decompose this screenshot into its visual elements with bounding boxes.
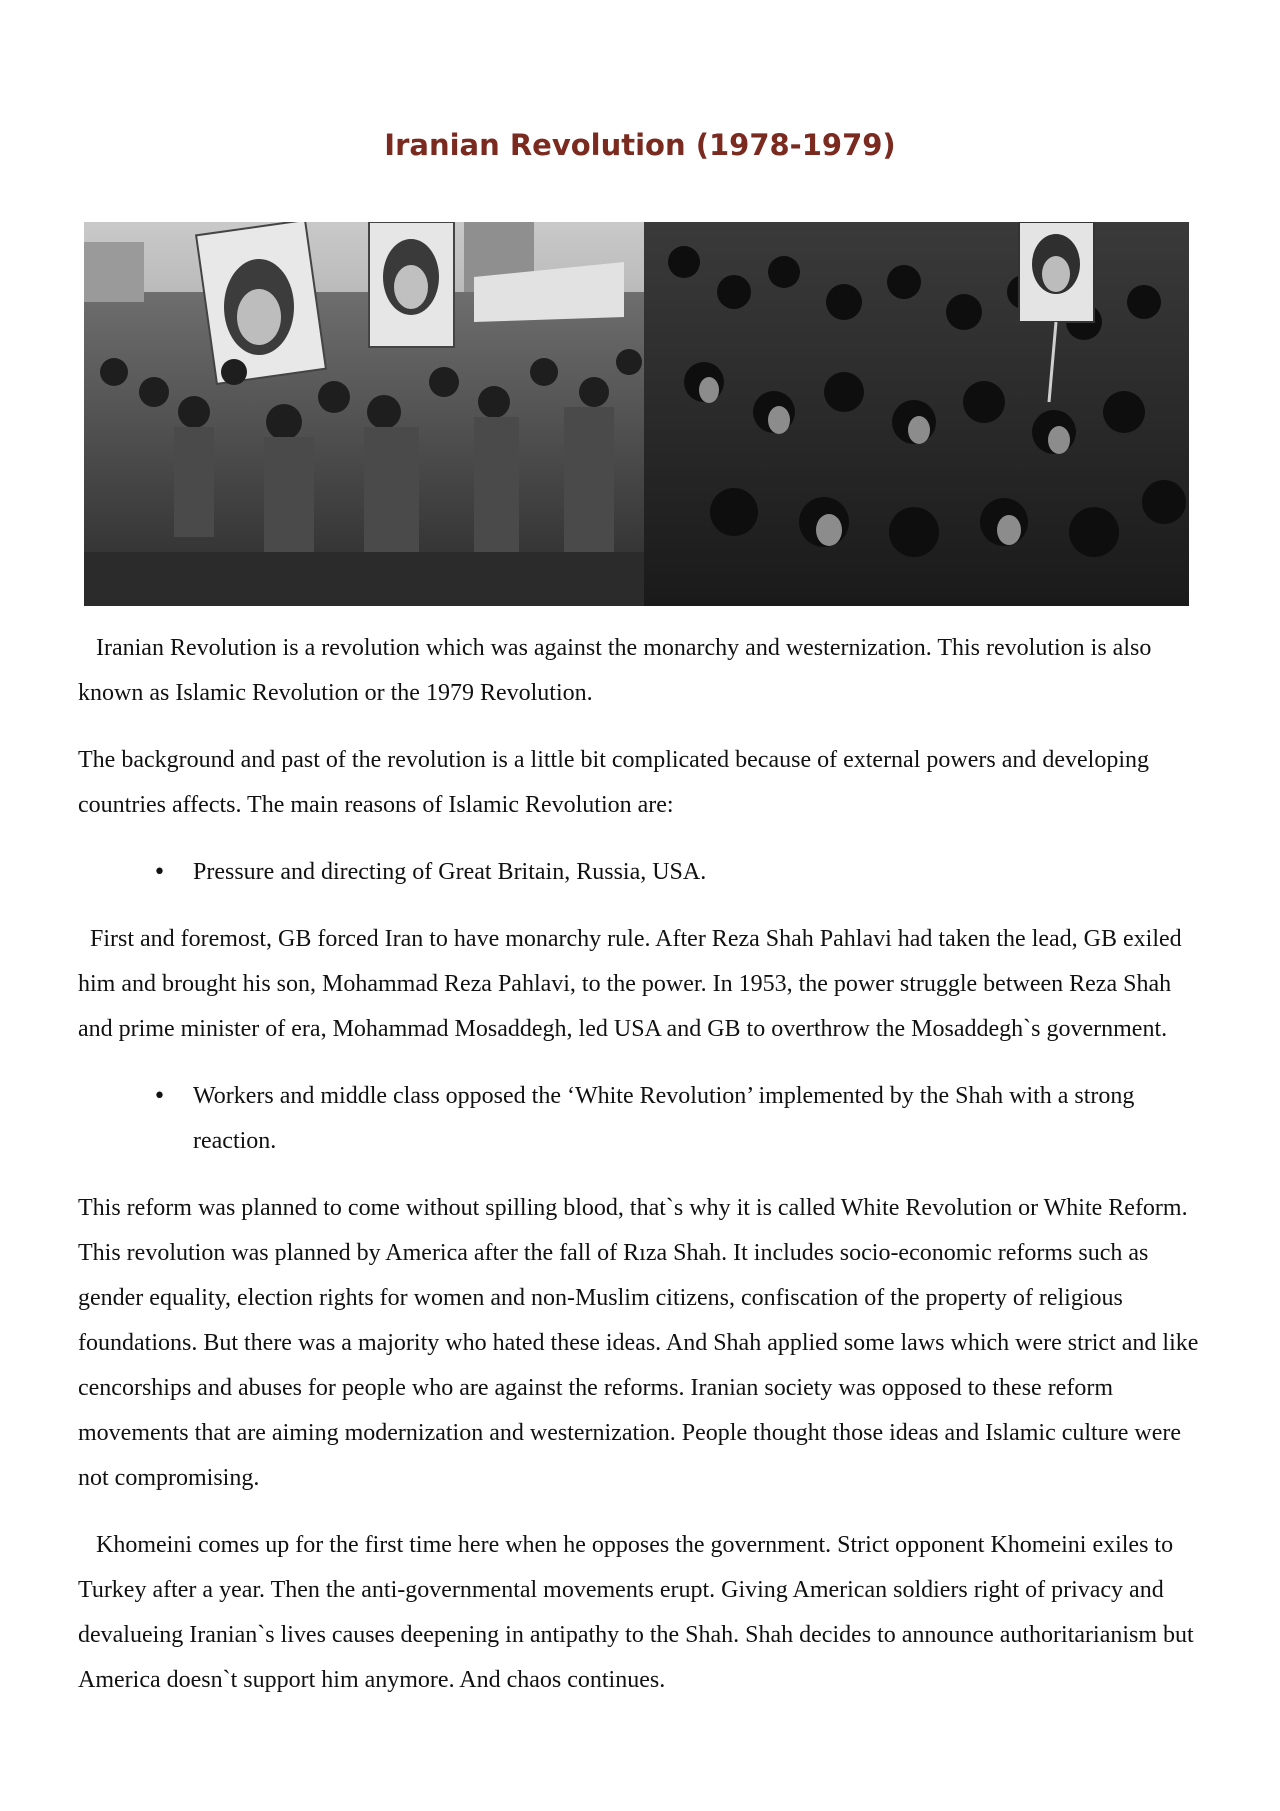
page-title: Iranian Revolution (1978-1979) — [384, 128, 896, 162]
protest-crowd-photo-icon — [84, 222, 1189, 606]
paragraph-white-revolution: This reform was planned to come without spilling blood, that`s why it is called White Revolution or White Reform. This revolution was planned by America after the fall of Rıza Shah. It includes socio-economic reforms such as gender equality, election rights for women and non-Muslim citizens, confiscation of the property of religious foundations. But there was a majority who hated these ideas. And Shah applied some laws which were strict and like cencorships and abuses for people who are against the reforms. Iranian society was opposed to these reform movements that are aiming modernization and westernization. People thought those ideas and Islamic culture were not compromising. — [78, 1195, 1199, 1491]
paragraph-monarchy: First and foremost, GB forced Iran to have monarchy rule. After Reza Shah Pahlavi had taken the lead, GB exiled him and brought his son, Mohammad Reza Pahlavi, to the power. In 1953, the power struggle between Reza Shah and prime minister of era, Mohammad Mosaddegh, led USA and GB to overthrow the Mosaddegh`s government. — [78, 926, 1182, 1042]
hero-photo — [84, 222, 1189, 606]
reason-list-2 — [78, 1074, 1203, 1164]
list-item: • Pressure and directing of Great Britain, Russia, USA. — [193, 850, 1203, 895]
article-body — [78, 626, 1203, 1725]
paragraph-background: The background and past of the revolution is a little bit complicated because of external powers and developing countries affects. The main reasons of Islamic Revolution are: — [78, 747, 1149, 818]
paragraph-khomeini: Khomeini comes up for the first time here when he opposes the government. Strict opponent Khomeini exiles to Turkey after a year. Then the anti-governmental movements erupt. Giving American soldiers right of privacy and devalueing Iranian`s lives causes deepening in antipathy to the Shah. Shah decides to announce authoritarianism but America doesn`t support him anymore. And chaos continues. — [78, 1532, 1194, 1693]
list-item: • Workers and middle class opposed the ‘White Revolution’ implemented by the Shah with a strong reaction. — [193, 1074, 1203, 1164]
reason-list-1 — [78, 850, 1203, 895]
paragraph-intro: Iranian Revolution is a revolution which was against the monarchy and westernization. This revolution is also known as Islamic Revolution or the 1979 Revolution. — [78, 635, 1152, 706]
